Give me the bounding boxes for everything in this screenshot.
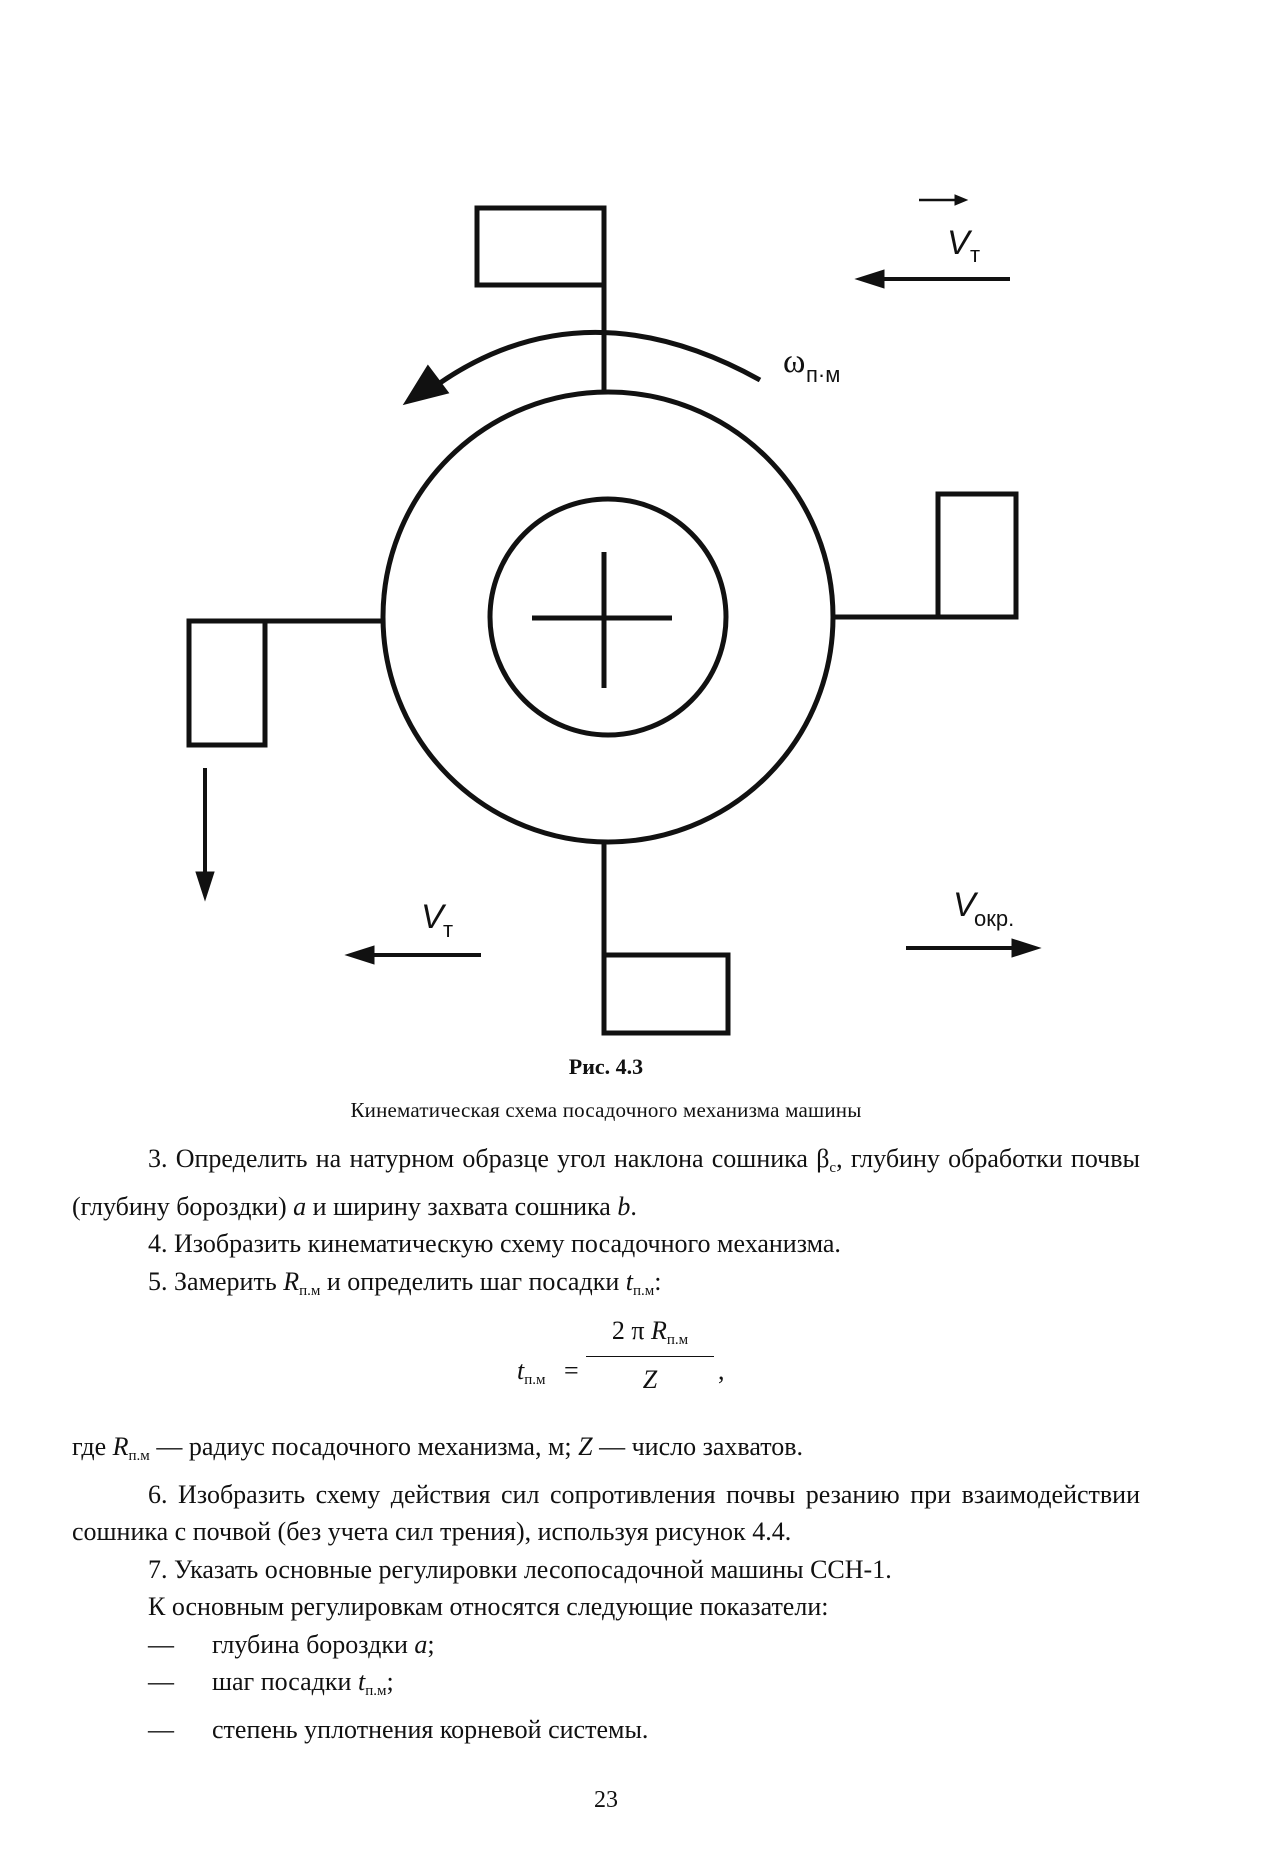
page-number: 23 [594,1787,618,1813]
paragraph-item-7: 7. Указать основные регулировки лесопосадочной машины ССН-1. [148,1554,892,1584]
vokr-arrow-head [1012,939,1040,957]
step-formula [72,1310,1140,1428]
figure-caption-text: Кинематическая схема посадочного механизма машины [350,1098,862,1122]
omega-label: ω [783,343,806,380]
paragraph-item-4: 4. Изобразить кинематическую схему посадочного механизма. [148,1229,841,1258]
paragraph-item-6: 6. Изобразить схему действия сил сопротивления почвы резанию при взаимодействии сошника с почвой (без учета сил трения), используя рисунок 4.4. [72,1479,1140,1546]
vt-top-label-sub: т [970,242,981,267]
list-item: — глубина бороздки a; [148,1629,435,1659]
formula-denominator: Z [642,1365,658,1394]
vt-bottom-arrow-head [346,946,374,964]
right-gripper [938,494,1016,617]
vt-bottom-label-sub: т [443,917,454,942]
page-body [72,1140,1140,1748]
vokr-label-sub: окр. [974,906,1015,931]
vector-mark-top-head [955,195,967,205]
omega-label-sub: п·м [806,362,841,387]
list-item: — степень уплотнения корневой системы. [148,1714,649,1744]
paragraph-item-5: 5. Замерить $R_{п.м}$ и определить шаг посадки $t_{п.м}$: [148,1266,662,1299]
formula-comma: , [718,1356,725,1385]
formula-lhs: $t_{п.м}$ [517,1356,546,1388]
vokr-label: V [953,886,976,924]
formula-fraction [586,1310,714,1401]
down-arrow-head [196,872,214,900]
rotation-arrowhead [407,368,446,402]
left-gripper [189,621,265,745]
figure-caption-title: Рис. 4.3 [568,1054,644,1079]
formula-equals: = [564,1356,579,1385]
paragraph-item-3: 3. Определить на натурном образце угол наклона сошника $\beta_с$, глубину обработки почвы (глубину бороздки) a и ширину захвата сошника b. [72,1144,1140,1221]
list-item: — шаг посадки $t_{п.м}$; [148,1667,394,1699]
bottom-gripper [604,955,728,1033]
formula-numerator: 2 π $R_{п.м}$ [611,1316,689,1348]
paragraph-where: где $R_{п.м}$ — радиус посадочного механизма, м; Z — число захватов. [72,1432,804,1464]
vt-bottom-label: V [421,898,444,936]
rotation-arc [430,332,760,390]
formula-fraction-bar [586,1356,714,1357]
top-gripper [477,208,604,285]
vt-top-arrow-head [856,270,884,288]
vt-top-label: V [947,224,970,262]
paragraph-intro: К основным регулировкам относятся следующие показатели: [148,1592,829,1621]
